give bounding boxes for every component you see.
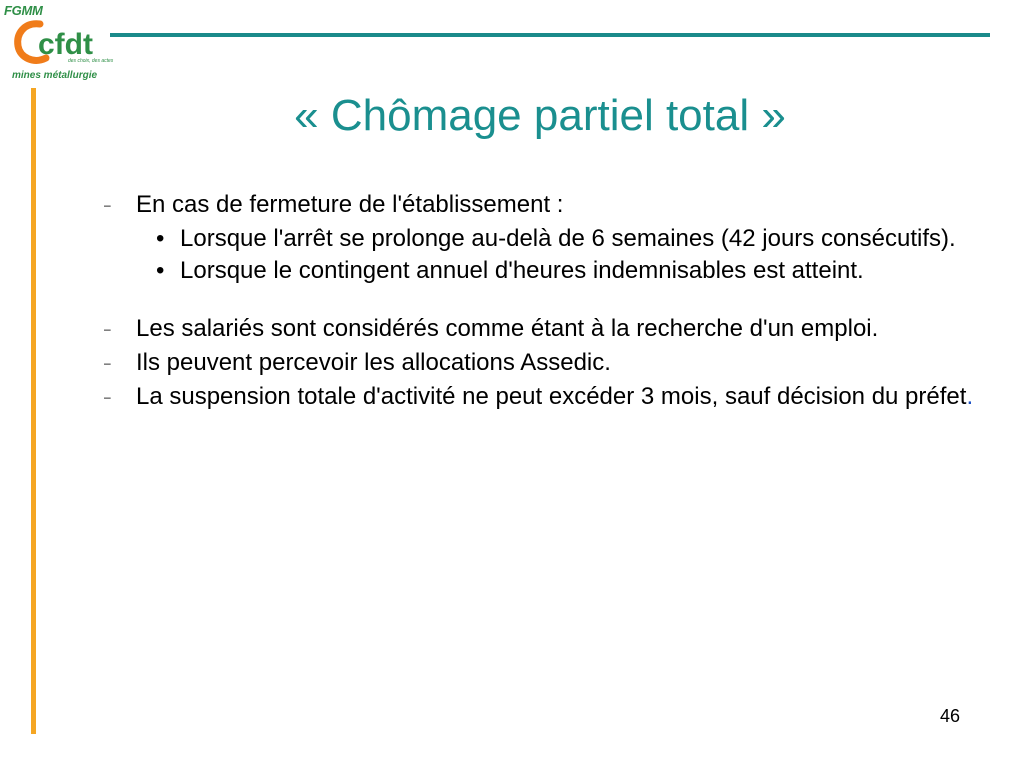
logo-mark-text: cfdt [38,28,93,61]
slide-title: « Chômage partiel total » [294,91,786,140]
list-item-text: En cas de fermeture de l'établissement : [136,191,564,218]
list-item [100,316,1000,342]
list-item-period: . [966,383,974,410]
sub-list-item [100,226,1000,252]
list-item [100,384,1000,410]
spacer [100,290,1000,316]
logo-tagline: des choix, des actes [68,58,114,64]
slide-body [100,192,1000,418]
dash-bullet-icon: – [104,356,111,370]
list-item-text: Les salariés sont considérés comme étant à la recherche d'un emploi. [136,315,879,342]
list-item-text: La suspension totale d'activité ne peut excéder 3 mois, sauf décision du préfet [136,383,967,410]
logo-fgmm-text: FGMM [4,3,43,18]
page-number: 46 [940,706,961,726]
list-item [100,192,1000,218]
list-item-text: Ils peuvent percevoir les allocations Assedic. [136,349,611,376]
logo-subtitle: mines métallurgie [12,70,98,81]
bullet-icon: • [156,257,165,284]
bullet-icon: • [156,225,165,252]
top-divider [110,33,990,37]
sub-list-item-text: Lorsque l'arrêt se prolonge au-delà de 6 semaines (42 jours consécutifs). [180,225,956,252]
sub-list-item [100,258,1000,284]
sub-list-item-text: Lorsque le contingent annuel d'heures indemnisables est atteint. [180,257,864,284]
list-item [100,350,1000,376]
side-divider [31,88,36,734]
cfdt-logo [2,0,112,90]
dash-bullet-icon: – [104,198,111,212]
dash-bullet-icon: – [104,390,111,404]
dash-bullet-icon: – [104,322,111,336]
